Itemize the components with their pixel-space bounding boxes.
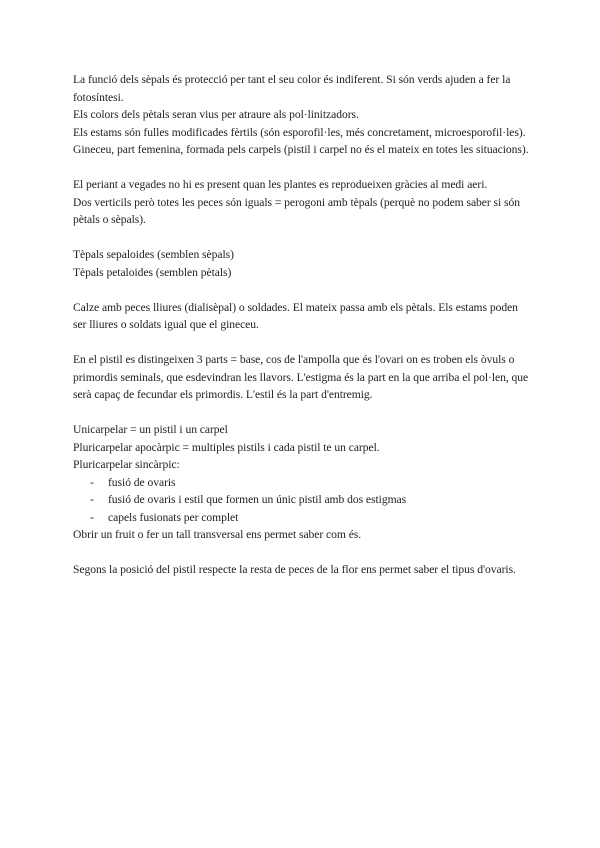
text-line: En el pistil es distingeixen 3 parts = base, cos de l'ampolla que és l'ovari on es troben els òvuls o primordis seminals, que esdevindran les llavors. L'estigma és la part en la que arriba el pol·len, que serà capaç de fecundar els primordis. L'estil és la part d'entremig. <box>73 353 529 401</box>
list-dash: - <box>90 475 94 489</box>
text-line: Tèpals petaloides (semblen pètals) <box>73 265 232 279</box>
list-dash: - <box>90 493 94 506</box>
text-line: El periant a vegades no hi es present quan les plantes es reprodueixen gràcies al medi aeri. <box>73 178 488 191</box>
list-item-text: fusió de ovaris <box>108 475 176 489</box>
paragraph-pistil <box>73 351 533 404</box>
text-line: Pluricarpelar apocàrpic = multiples pistils i cada pistil te un carpel. <box>73 440 380 454</box>
paragraph-sepals-petals <box>73 71 533 159</box>
text-line: Dos verticils però totes les peces són iguals = perogoni amb tèpals (perquè no podem saber si són pètals o sèpals). <box>73 195 520 226</box>
sincarpic-list <box>73 474 533 527</box>
paragraph-calze <box>73 299 533 334</box>
text-line: Calze amb peces lliures (dialisèpal) o soldades. El mateix passa amb els pètals. Els estams poden ser lliures o soldats igual que el gineceu. <box>73 300 518 331</box>
list-item <box>73 474 533 492</box>
paragraph-ovaris <box>73 561 533 579</box>
text-line: Els colors dels pètals seran vius per atraure als pol·linitzadors. <box>73 108 359 121</box>
list-item <box>73 509 533 527</box>
paragraph-tepals <box>73 246 533 281</box>
text-line: Obrir un fruit o fer un tall transversal ens permet saber com és. <box>73 528 362 541</box>
text-line: Gineceu, part femenina, formada pels carpels (pistil i carpel no és el mateix en totes les situacions). <box>73 143 529 156</box>
text-line: Els estams són fulles modificades fèrtils (són esporofil·les, més concretament, microesporofil·les). <box>73 125 526 139</box>
text-line: La funció dels sèpals és protecció per tant el seu color és indiferent. Si són verds ajuden a fer la fotosíntesi. <box>73 73 511 104</box>
text-line: Segons la posició del pistil respecte la resta de peces de la flor ens permet saber el tipus d'ovaris. <box>73 563 516 576</box>
text-line: Tèpals sepaloides (semblen sèpals) <box>73 248 234 261</box>
list-item <box>73 491 533 509</box>
text-line: Unicarpelar = un pistil i un carpel <box>73 423 228 436</box>
list-dash: - <box>90 510 94 524</box>
paragraph-carpels <box>73 421 533 544</box>
text-line: Pluricarpelar sincàrpic: <box>73 458 180 471</box>
paragraph-periant <box>73 176 533 229</box>
list-item-text: fusió de ovaris i estil que formen un únic pistil amb dos estigmas <box>108 493 407 506</box>
list-item-text: capels fusionats per complet <box>108 510 239 524</box>
document-body <box>73 71 533 596</box>
